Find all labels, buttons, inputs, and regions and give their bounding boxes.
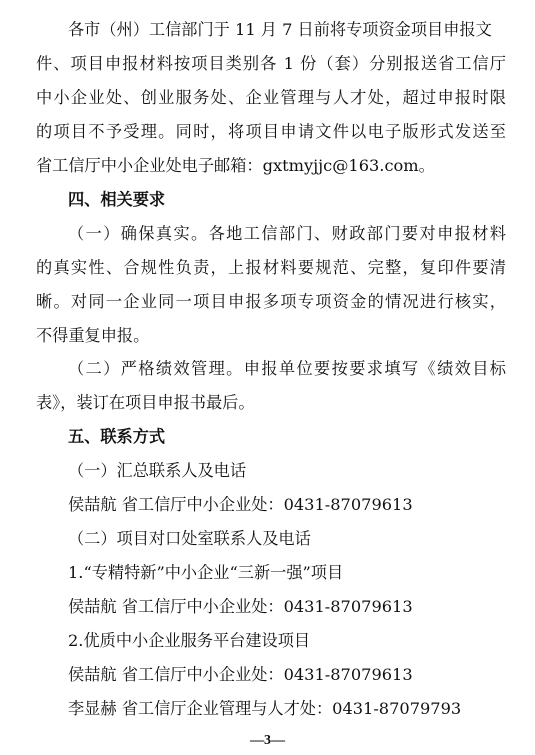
paragraph-2-line-4: 不得重复申报。 bbox=[36, 326, 150, 345]
subheading-summary-contact: （一）汇总联系人及电话 bbox=[68, 461, 247, 480]
section-4-heading: 四、相关要求 bbox=[68, 190, 166, 209]
paragraph-1-line-2: 件、项目申报材料按项目类别各 1 份（套）分别报送省工信厅 bbox=[36, 54, 506, 73]
page-number: —3— bbox=[250, 733, 285, 748]
contact-line-2: 侯喆航 省工信厅中小企业处：0431-87079613 bbox=[68, 597, 413, 616]
project-item-1: 1.“专精特新”中小企业“三新一强”项目 bbox=[68, 563, 344, 582]
project-item-2: 2.优质中小企业服务平台建设项目 bbox=[68, 631, 311, 650]
paragraph-3-line-1: （二）严格绩效管理。申报单位要按要求填写《绩效目标 bbox=[68, 359, 506, 378]
paragraph-2-line-2: 的真实性、合规性负责，上报材料要规范、完整，复印件要清 bbox=[36, 258, 506, 277]
contact-line-3: 侯喆航 省工信厅中小企业处：0431-87079613 bbox=[68, 665, 413, 684]
paragraph-1-line-4: 的项目不予受理。同时，将项目申请文件以电子版形式发送至 bbox=[36, 122, 506, 141]
paragraph-1-line-5: 省工信厅中小企业处电子邮箱：gxtmyjjc@163.com。 bbox=[36, 156, 435, 175]
subheading-department-contacts: （二）项目对口处室联系人及电话 bbox=[68, 529, 311, 548]
paragraph-2-line-3: 晰。对同一企业同一项目申报多项专项资金的情况进行核实， bbox=[36, 292, 506, 311]
paragraph-1-line-1: 各市（州）工信部门于 11 月 7 日前将专项资金项目申报文 bbox=[68, 20, 492, 39]
paragraph-1-line-3: 中小企业处、创业服务处、企业管理与人才处，超过申报时限 bbox=[36, 88, 506, 107]
contact-line-4: 李显赫 省工信厅企业管理与人才处：0431-87079793 bbox=[68, 699, 462, 718]
section-5-heading: 五、联系方式 bbox=[68, 427, 166, 446]
contact-line-1: 侯喆航 省工信厅中小企业处：0431-87079613 bbox=[68, 495, 413, 514]
paragraph-3-line-2: 表》，装订在项目申报书最后。 bbox=[36, 393, 255, 412]
paragraph-2-line-1: （一）确保真实。各地工信部门、财政部门要对申报材料 bbox=[68, 224, 506, 243]
